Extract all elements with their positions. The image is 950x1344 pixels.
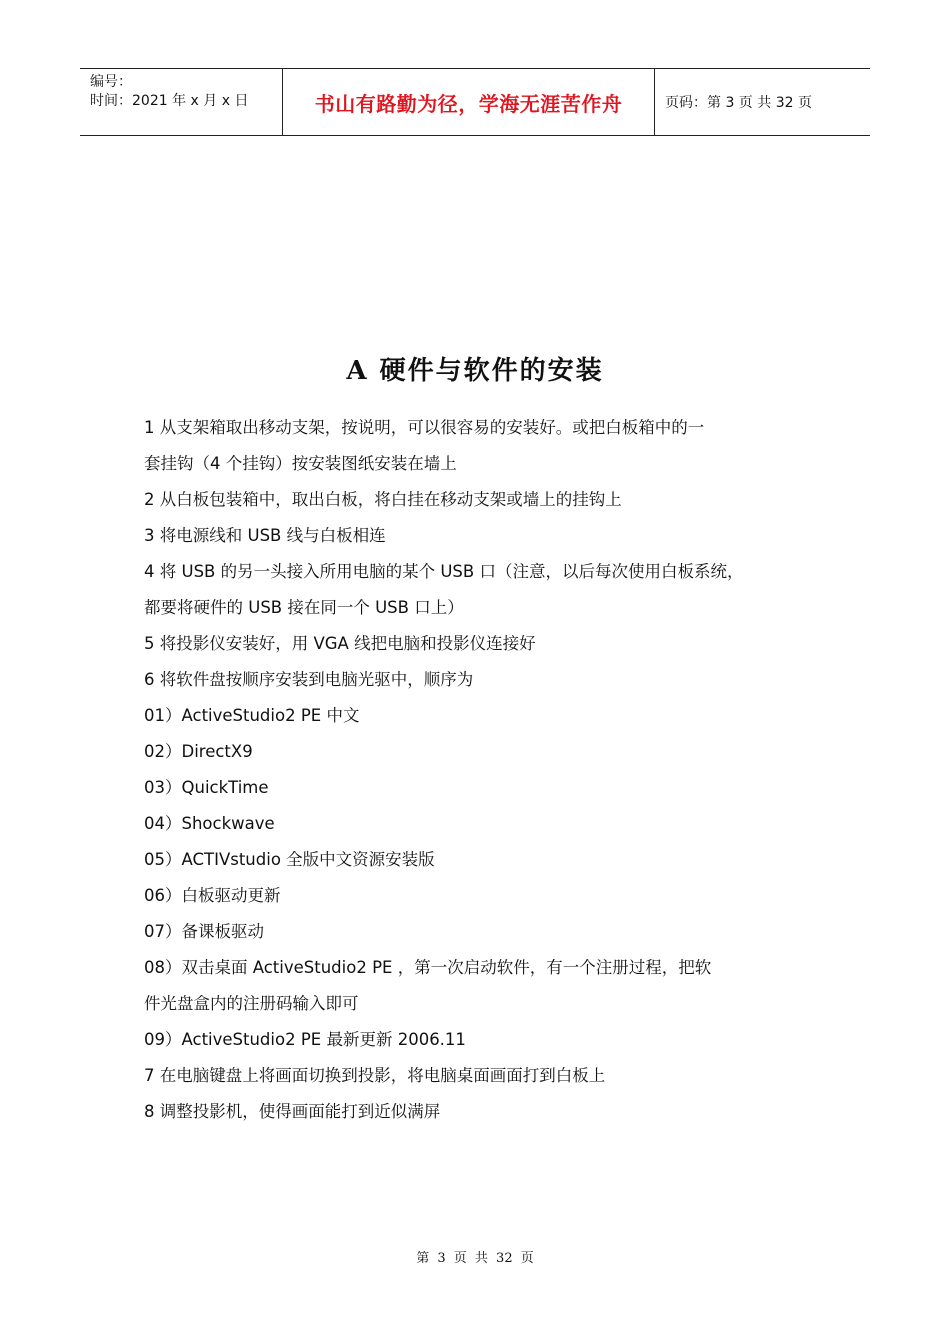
list-item: 06）白板驱动更新 — [144, 886, 281, 905]
list-item: 04）Shockwave — [144, 814, 275, 833]
header-motto: 书山有路勤为径，学海无涯苦作舟 — [282, 69, 655, 135]
list-item: 02）DirectX9 — [144, 742, 253, 761]
page-footer: 第 3 页 共 32 页 — [416, 1251, 534, 1266]
paragraph-line: 7 在电脑键盘上将画面切换到投影，将电脑桌面画面打到白板上 — [144, 1066, 606, 1085]
paragraph-line: 1 从支架箱取出移动支架，按说明，可以很容易的安装好。或把白板箱中的一 — [144, 418, 705, 437]
paragraph-line: 2 从白板包装箱中，取出白板，将白挂在移动支架或墙上的挂钩上 — [144, 490, 622, 509]
document-date: 时间：2021 年 x 月 x 日 — [90, 93, 249, 109]
paragraph-line: 6 将软件盘按顺序安装到电脑光驱中，顺序为 — [144, 670, 474, 689]
list-item: 件光盘盒内的注册码输入即可 — [144, 994, 359, 1013]
list-item: 03）QuickTime — [144, 778, 269, 797]
list-item: 08）双击桌面 ActiveStudio2 PE ，第一次启动软件，有一个注册过程，把软 — [144, 958, 712, 977]
list-item: 01）ActiveStudio2 PE 中文 — [144, 706, 360, 725]
paragraph-line: 4 将 USB 的另一头接入所用电脑的某个 USB 口（注意，以后每次使用白板系统， — [144, 562, 744, 581]
document-body — [144, 410, 824, 1130]
paragraph-line: 8 调整投影机，使得画面能打到近似满屏 — [144, 1102, 441, 1121]
section-title: A 硬件与软件的安装 — [346, 356, 604, 386]
paragraph-line: 5 将投影仪安装好，用 VGA 线把电脑和投影仪连接好 — [144, 634, 536, 653]
page-header — [80, 68, 870, 136]
header-page-info: 页码：第 3 页 共 32 页 — [665, 95, 812, 111]
list-item: 09）ActiveStudio2 PE 最新更新 2006.11 — [144, 1030, 466, 1049]
paragraph-line: 3 将电源线和 USB 线与白板相连 — [144, 526, 386, 545]
list-item: 07）备课板驱动 — [144, 922, 264, 941]
document-number-label: 编号： — [90, 74, 132, 90]
list-item: 05）ACTIVstudio 全版中文资源安装版 — [144, 850, 435, 869]
paragraph-line: 套挂钩（4 个挂钩）按安装图纸安装在墙上 — [144, 454, 457, 473]
header-meta — [80, 69, 282, 135]
paragraph-line: 都要将硬件的 USB 接在同一个 USB 口上） — [144, 598, 464, 617]
